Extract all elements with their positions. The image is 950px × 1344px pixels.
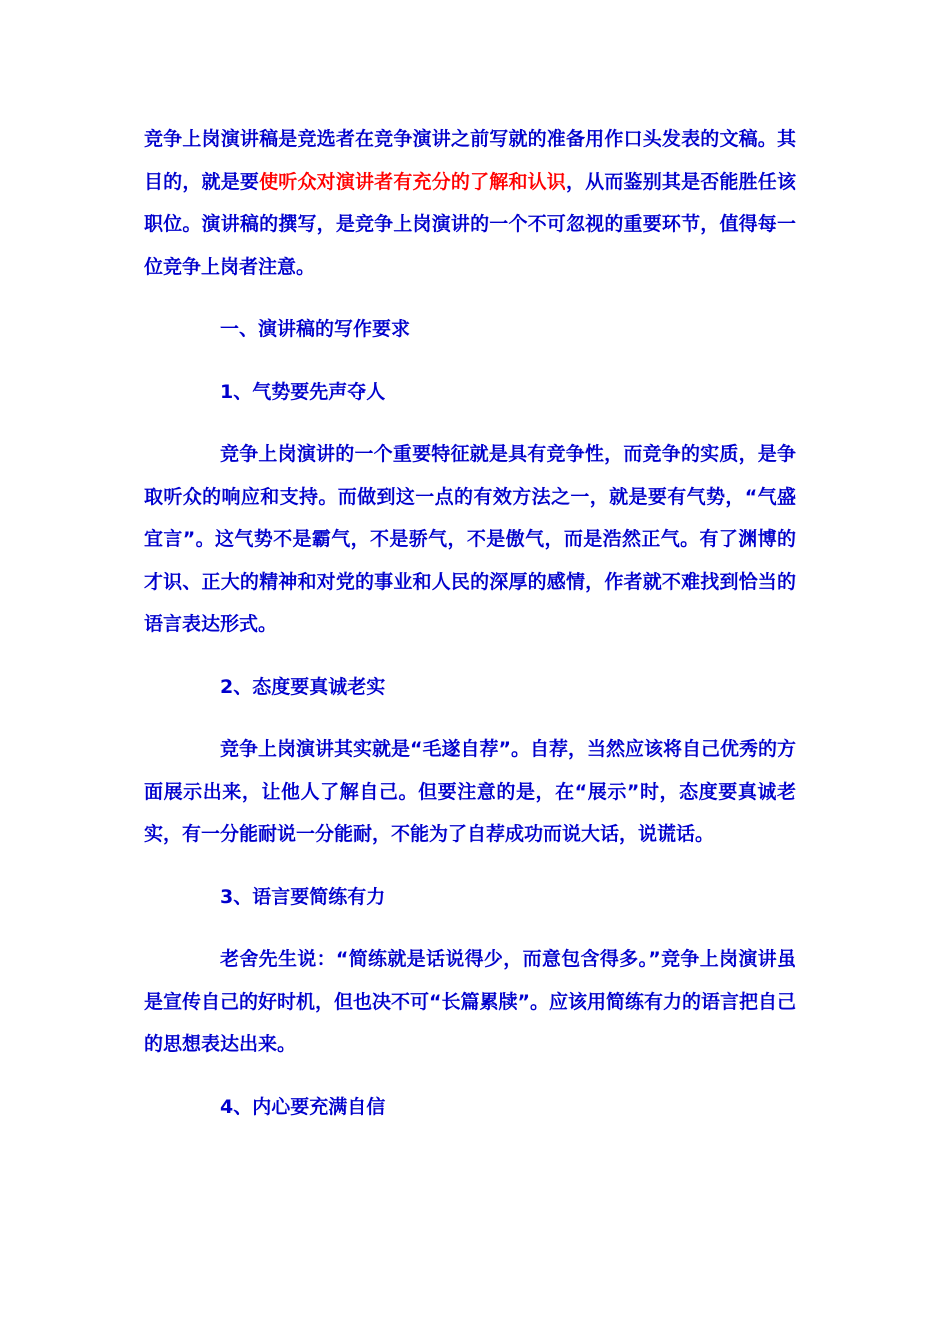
item-1-title: 、气势要先声夺人 <box>233 380 386 403</box>
intro-text-part2: ，从而鉴别其是否能胜任该职位。演讲稿的撰写，是竞争上岗演讲的一个不可忽视的重要环节，值得每一位竞争上岗者注意。 <box>144 170 796 278</box>
item-1-number: 1 <box>220 380 234 403</box>
intro-text-part1: 竞争上岗演讲稿是竞选者在竞争演讲之前写就的准备用作口头发表的文稿。其目的，就是要 <box>144 128 796 193</box>
item-2-number: 2 <box>220 675 234 698</box>
document-page <box>144 118 796 1128</box>
section-title: 一、演讲稿的写作要求 <box>220 318 411 340</box>
item-4-title: 、内心要充满自信 <box>233 1095 386 1118</box>
item-2-title: 、态度要真诚老实 <box>233 675 386 698</box>
item-2-heading <box>144 666 796 709</box>
item-3-title: 、语言要简练有力 <box>233 885 386 908</box>
item-2-body: 竞争上岗演讲其实就是“毛遂自荐”。自荐，当然应该将自己优秀的方面展示出来，让他人了解自己。但要注意的是，在“展示”时，态度要真诚老实，有一分能耐说一分能耐，不能为了自荐成功而说大话，说谎话。 <box>144 738 796 845</box>
item-1-heading <box>144 371 796 414</box>
item-1-body: 竞争上岗演讲的一个重要特征就是具有竞争性，而竞争的实质，是争取听众的响应和支持。而做到这一点的有效方法之一，就是要有气势，“气盛宜言”。这气势不是霸气，不是骄气，不是傲气，而是浩然正气。有了渊博的才识、正大的精神和对党的事业和人民的深厚的感情，作者就不难找到恰当的语言表达形式。 <box>144 443 796 635</box>
item-4-number: 4 <box>220 1095 234 1118</box>
section-heading <box>144 308 796 351</box>
intro-paragraph <box>144 118 796 288</box>
item-3-heading <box>144 876 796 919</box>
item-3-body: 老舍先生说：“简练就是话说得少，而意包含得多。”竞争上岗演讲虽是宣传自己的好时机，但也决不可“长篇累牍”。应该用简练有力的语言把自己的思想表达出来。 <box>144 948 796 1055</box>
item-4-heading <box>144 1086 796 1129</box>
intro-highlight-text: 使听众对演讲者有充分的了解和认识 <box>259 170 566 193</box>
item-3-number: 3 <box>220 885 234 908</box>
